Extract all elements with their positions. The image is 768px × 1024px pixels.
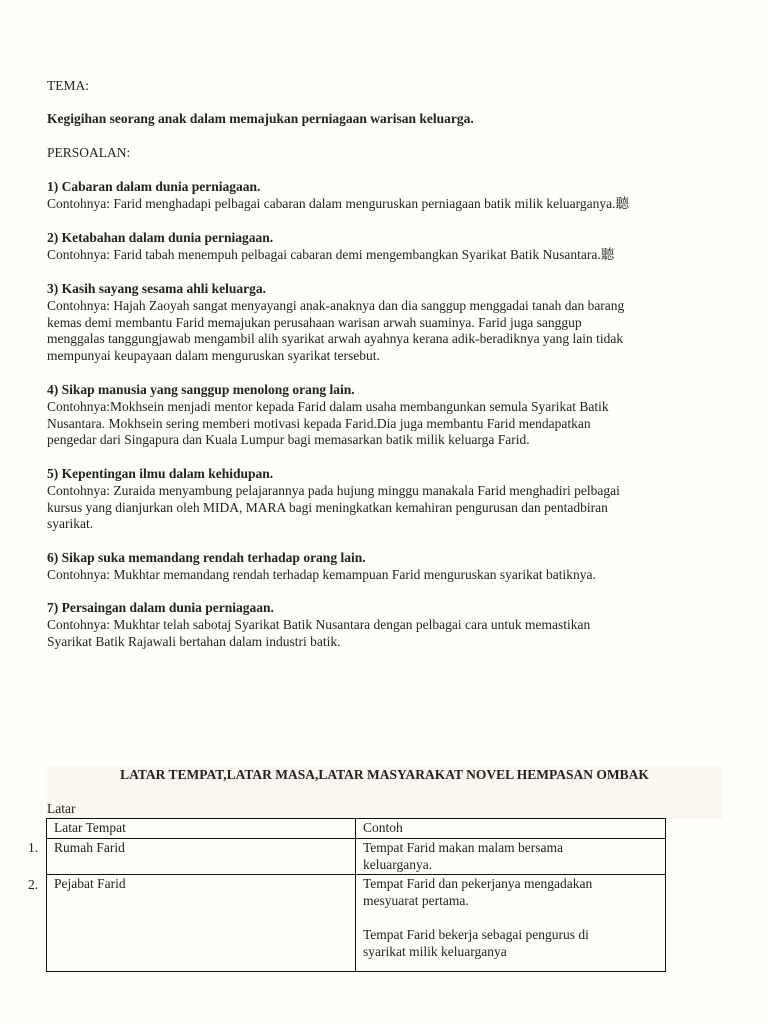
table-row [47, 838, 666, 875]
contoh-line [363, 910, 659, 927]
table-cell-contoh [356, 875, 666, 972]
persoalan-label: PERSOALAN: [47, 145, 131, 160]
tema-label: TEMA: [47, 78, 89, 93]
persoalan-item-title: 5) Kepentingan ilmu dalam kehidupan. [47, 466, 274, 481]
persoalan-item-line: Contohnya:Mokhsein menjadi mentor kepada Farid dalam usaha membangunkan semula Syarikat Batik [47, 398, 609, 414]
persoalan-item [47, 600, 727, 650]
persoalan-item [47, 230, 727, 264]
persoalan-item-title: 2) Ketabahan dalam dunia perniagaan. [47, 230, 274, 245]
persoalan-item-line: Contohnya: Hajah Zaoyah sangat menyayangi anak-anaknya dan dia sanggup menggadai tanah dan barang [47, 297, 625, 313]
persoalan-item-line: mempunyai keupayaan dalam menguruskan syarikat tersebut. [47, 348, 380, 364]
persoalan-item-line: kursus yang dianjurkan oleh MIDA, MARA bagi meningkatkan kemahiran pengurusan dan pentadbiran [47, 499, 608, 515]
persoalan-item-line: Syarikat Batik Rajawali bertahan dalam industri batik. [47, 633, 341, 649]
persoalan-item [47, 466, 727, 533]
contoh-line: Tempat Farid dan pekerjanya mengadakan [363, 876, 593, 892]
persoalan-item-line: kemas demi membantu Farid memajukan perusahaan warisan arwah suaminya. Farid juga sanggup [47, 314, 582, 330]
persoalan-item-title: 4) Sikap manusia yang sanggup menolong orang lain. [47, 382, 355, 397]
latar-heading: LATAR TEMPAT,LATAR MASA,LATAR MASYARAKAT NOVEL HEMPASAN OMBAK [120, 767, 649, 782]
table-cell-tempat: Rumah Farid [47, 838, 356, 875]
table-header-row [47, 819, 666, 839]
contoh-line: mesyuarat pertama. [363, 893, 469, 909]
persoalan-item [47, 179, 727, 213]
persoalan-item-title: 7) Persaingan dalam dunia perniagaan. [47, 600, 274, 615]
persoalan-item-title: 3) Kasih sayang sesama ahli keluarga. [47, 281, 267, 296]
table-row [47, 875, 666, 972]
persoalan-item-line: Contohnya: Farid menghadapi pelbagai cabaran dalam menguruskan perniagaan batik milik keluarganya.聽 [47, 195, 629, 211]
contoh-line: Tempat Farid makan malam bersama [363, 839, 563, 855]
latar-label: Latar [47, 801, 76, 816]
latar-table [46, 818, 666, 972]
persoalan-item-title: 6) Sikap suka memandang rendah terhadap orang lain. [47, 550, 366, 565]
persoalan-item-title: 1) Cabaran dalam dunia perniagaan. [47, 179, 261, 194]
persoalan-item-line: Contohnya: Farid tabah menempuh pelbagai cabaran demi mengembangkan Syarikat Batik Nusantara.聽 [47, 246, 615, 262]
persoalan-item-line: Contohnya: Mukhtar telah sabotaj Syarikat Batik Nusantara dengan pelbagai cara untuk memastikan [47, 616, 591, 632]
contoh-line: keluarganya. [363, 856, 433, 872]
persoalan-item-line: Contohnya: Mukhtar memandang rendah terhadap kemampuan Farid menguruskan syarikat batiknya. [47, 566, 596, 582]
persoalan-item [47, 550, 727, 584]
persoalan-item-line: Contohnya: Zuraida menyambung pelajarannya pada hujung minggu manakala Farid menghadiri pelbagai [47, 482, 620, 498]
persoalan-item [47, 382, 727, 449]
persoalan-item-line: pengedar dari Singapura dan Kuala Lumpur bagi memasarkan batik milik keluarga Farid. [47, 432, 530, 448]
persoalan-item-line: menggalas tanggungjawab mengambil alih syarikat arwah ayahnya kerana adik-beradiknya yang lain tidak [47, 331, 624, 347]
persoalan-item [47, 281, 727, 365]
persoalan-item-line: syarikat. [47, 516, 94, 532]
contoh-line: Tempat Farid bekerja sebagai pengurus di [363, 926, 589, 942]
row-number: 1. [28, 840, 39, 855]
persoalan-item-line: Nusantara. Mokhsein sering memberi motivasi kepada Farid.Dia juga membantu Farid mendapatkan [47, 415, 591, 431]
tema-text: Kegigihan seorang anak dalam memajukan perniagaan warisan keluarga. [47, 111, 474, 126]
table-header-tempat: Latar Tempat [47, 819, 356, 839]
table-header-contoh: Contoh [356, 819, 666, 839]
table-cell-tempat: Pejabat Farid [47, 875, 356, 972]
contoh-line: syarikat milik keluarganya [363, 943, 507, 959]
table-cell-contoh [356, 838, 666, 875]
row-number: 2. [28, 877, 39, 892]
